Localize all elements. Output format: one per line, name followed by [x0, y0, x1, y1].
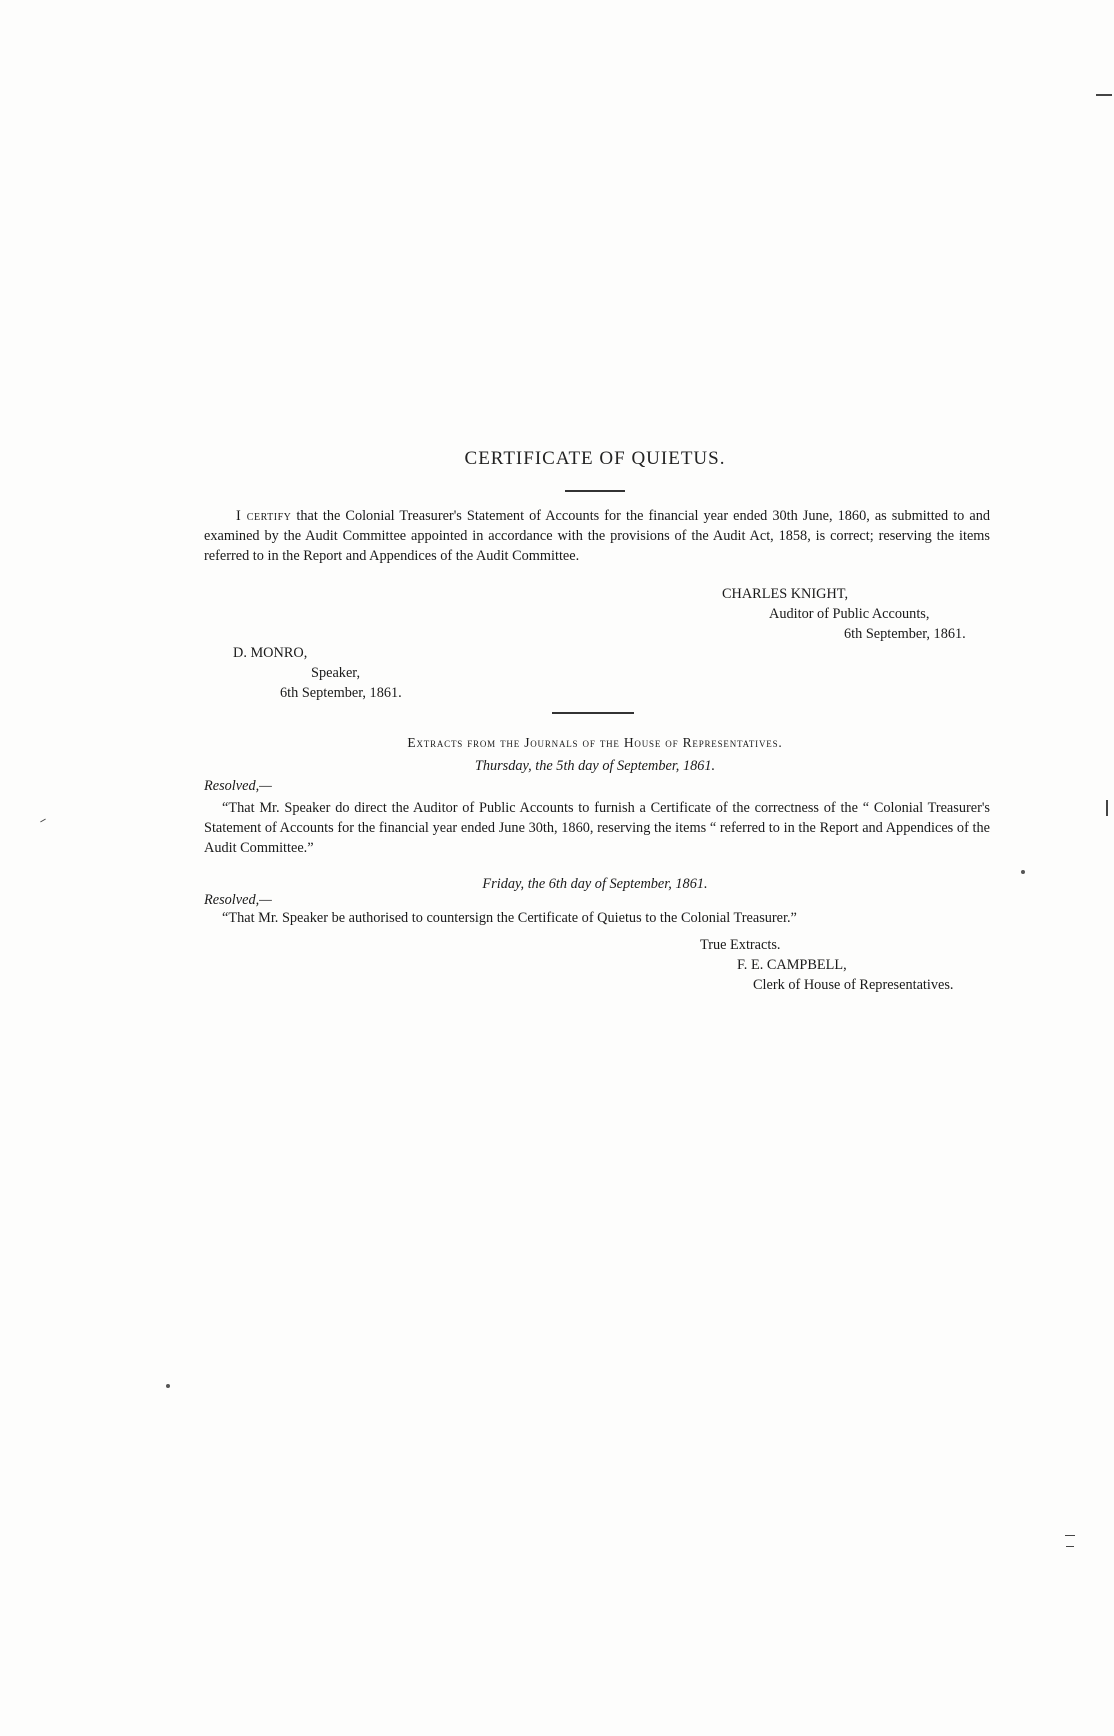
- entry-date-1: Thursday, the 5th day of September, 1861.: [474, 758, 716, 774]
- resolution-text-2: “That Mr. Speaker be authorised to countersign the Certificate of Quietus to the Colonial Treasurer.”: [222, 910, 797, 926]
- speaker-title: Speaker,: [311, 665, 361, 681]
- certificate-paragraph: [204, 506, 990, 566]
- scan-speck: [166, 1384, 170, 1388]
- clerk-title: Clerk of House of Representatives.: [753, 977, 954, 993]
- certify-body: that the Colonial Treasurer's Statement of Accounts for the financial year ended 30th June, 1860, as submitted to and examined by the Audit Committee appointed in accordance with the provisions of the Audit Act, 1858, is correct; reserving the items referred to in the Report and Appendices of the Audit Committee.: [204, 508, 991, 564]
- auditor-title: Auditor of Public Accounts,: [769, 606, 930, 622]
- speaker-signature: [233, 643, 402, 703]
- resolution-text-1: “That Mr. Speaker do direct the Auditor of Public Accounts to furnish a Certificate of the correctness of the “ Colonial Treasurer's Statement of Accounts for the financial year ended June 30th, 1860, reserving the items “ referred to in the Report and Appendices of the Audit Committee.”: [204, 800, 990, 856]
- section-divider: [552, 712, 634, 714]
- resolved-label-2: Resolved,—: [204, 892, 272, 908]
- clerk-signature: [700, 935, 954, 995]
- page-title: CERTIFICATE OF QUIETUS.: [464, 448, 726, 469]
- scan-mark: [1065, 1535, 1075, 1536]
- title-divider: [565, 490, 625, 492]
- entry-date-2: Friday, the 6th day of September, 1861.: [482, 876, 708, 892]
- scan-mark: [40, 819, 46, 823]
- clerk-name: F. E. CAMPBELL,: [737, 957, 847, 973]
- scan-mark: [1096, 94, 1112, 96]
- auditor-name: CHARLES KNIGHT,: [722, 586, 849, 602]
- scan-mark: [1066, 1546, 1074, 1547]
- speaker-date: 6th September, 1861.: [280, 685, 402, 701]
- certify-lead: I certify: [236, 508, 292, 524]
- resolved-label-1: Resolved,—: [204, 778, 272, 794]
- scan-speck: [1021, 870, 1025, 874]
- clerk-attestation: True Extracts.: [700, 937, 781, 953]
- auditor-signature: [722, 584, 966, 644]
- extracts-heading: Extracts from the Journals of the House of Representatives.: [407, 735, 783, 750]
- scan-mark: [1106, 800, 1108, 816]
- speaker-name: D. MONRO,: [233, 645, 308, 661]
- auditor-date: 6th September, 1861.: [844, 626, 966, 642]
